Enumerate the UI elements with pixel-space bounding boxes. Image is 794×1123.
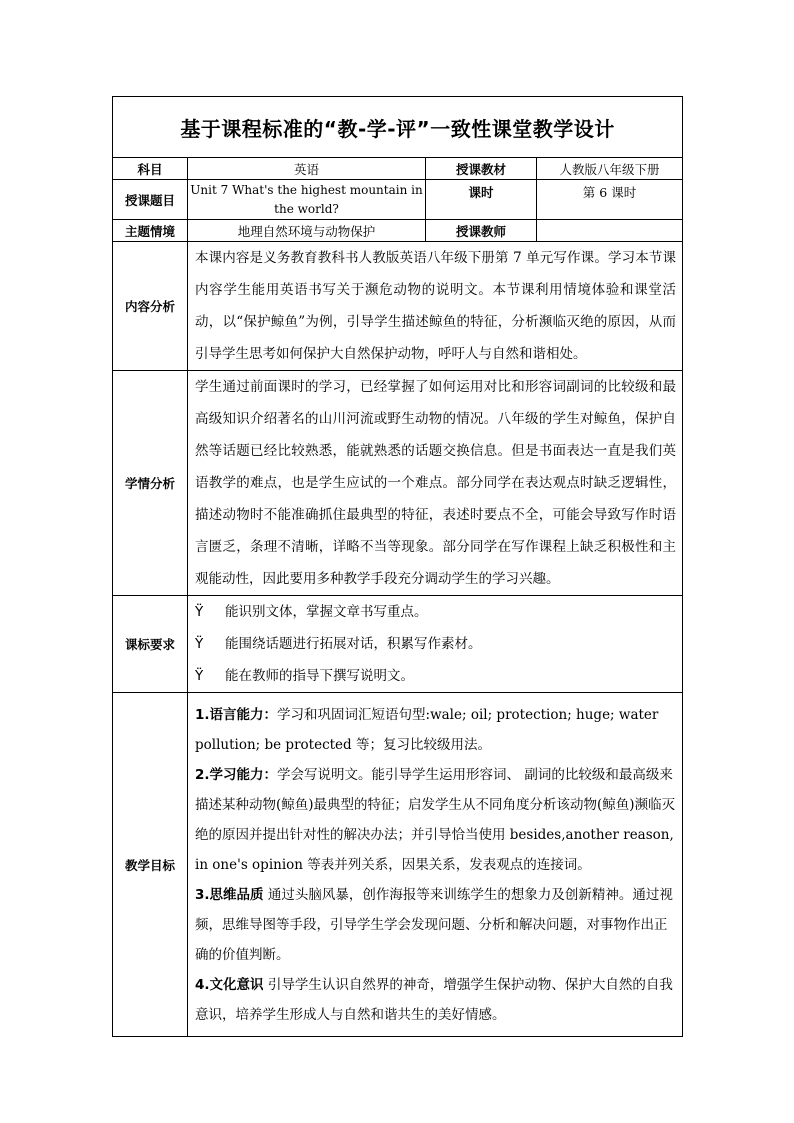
content-analysis-label: 内容分析 <box>113 242 188 371</box>
objective-item <box>195 700 678 760</box>
objective-item <box>195 760 678 880</box>
objectives-list <box>188 693 683 1037</box>
objective-text: 学习和巩固词汇短语句型:wale; oil; protection; huge; water pollution; be protected 等；复习比较级用法。 <box>195 706 659 753</box>
objective-text: 学会写说明文。能引导学生运用形容词、 副词的比较级和最高级来描述某种动物(鲸鱼)最典型的特征；启发学生从不同角度分析该动物(鲸鱼)濒临灭绝的原因并提出针对性的解决办法；并引导恰当使用 besides,another reason, in one's opinion 等表并列关系，因果关系，发表观点的连接词。 <box>195 766 676 873</box>
theme-value: 地理自然环境与动物保护 <box>188 220 426 242</box>
standards-list <box>188 596 683 693</box>
teacher-label: 授课教师 <box>426 220 537 242</box>
topic-label: 授课题目 <box>113 180 188 220</box>
bullet-marker: Ÿ <box>195 604 204 620</box>
student-analysis-label: 学情分析 <box>113 371 188 596</box>
standards-item-text: 能围绕话题进行拓展对话，积累写作素材。 <box>225 636 482 652</box>
standards-item-text: 能在教师的指导下撰写说明文。 <box>225 668 414 684</box>
period-value: 第 6 课时 <box>537 180 683 220</box>
bullet-marker: Ÿ <box>195 636 204 652</box>
objective-item <box>195 970 678 1030</box>
objective-item <box>195 880 678 970</box>
bullet-marker: Ÿ <box>195 668 204 684</box>
standards-item <box>195 628 676 660</box>
standards-item <box>195 660 676 692</box>
objective-text: 引导学生认识自然界的神奇，增强学生保护动物、保护大自然的自我意识，培养学生形成人与自然和谐共生的美好情感。 <box>195 976 673 1023</box>
objective-heading: 3.思维品质 <box>195 886 264 903</box>
objectives-label: 教学目标 <box>113 693 188 1037</box>
content-analysis-text: 本课内容是义务教育教科书人教版英语八年级下册第 7 单元写作课。学习本节课内容学生能用英语书写关于濒危动物的说明文。本节课利用情境体验和课堂活动，以“保护鲸鱼”为例，引导学生描述鲸鱼的特征，分析濒临灭绝的原因，从而引导学生思考如何保护大自然保护动物，呼吁人与自然和谐相处。 <box>188 242 683 371</box>
teacher-value <box>537 220 683 242</box>
objective-heading: 4.文化意识 <box>195 976 264 993</box>
period-label: 课时 <box>426 180 537 220</box>
subject-value: 英语 <box>188 158 426 180</box>
topic-value: Unit 7 What's the highest mountain in the world? <box>188 180 426 220</box>
standards-label: 课标要求 <box>113 596 188 693</box>
standards-item <box>195 596 676 628</box>
objective-heading: 1.语言能力： <box>195 706 278 723</box>
objective-text: 通过头脑风暴，创作海报等来训练学生的想象力及创新精神。通过视频，思维导图等手段，引导学生学会发现问题、分析和解决问题，对事物作出正确的价值判断。 <box>195 886 673 963</box>
textbook-value: 人教版八年级下册 <box>537 158 683 180</box>
objective-heading: 2.学习能力： <box>195 766 278 783</box>
page-title: 基于课程标准的“教-学-评”一致性课堂教学设计 <box>113 97 683 158</box>
subject-label: 科目 <box>113 158 188 180</box>
student-analysis-text: 学生通过前面课时的学习，已经掌握了如何运用对比和形容词副词的比较级和最高级知识介绍著名的山川河流或野生动物的情况。八年级的学生对鲸鱼，保护自然等话题已经比较熟悉，能就熟悉的话题交换信息。但是书面表达一直是我们英语教学的难点，也是学生应试的一个难点。部分同学在表达观点时缺乏逻辑性，描述动物时不能准确抓住最典型的特征，表述时要点不全，可能会导致写作时语言匮乏，条理不清晰，详略不当等现象。部分同学在写作课程上缺乏积极性和主观能动性，因此要用多种教学手段充分调动学生的学习兴趣。 <box>188 371 683 596</box>
standards-item-text: 能识别文体，掌握文章书写重点。 <box>225 604 428 620</box>
lesson-design-table <box>112 96 683 1037</box>
theme-label: 主题情境 <box>113 220 188 242</box>
textbook-label: 授课教材 <box>426 158 537 180</box>
